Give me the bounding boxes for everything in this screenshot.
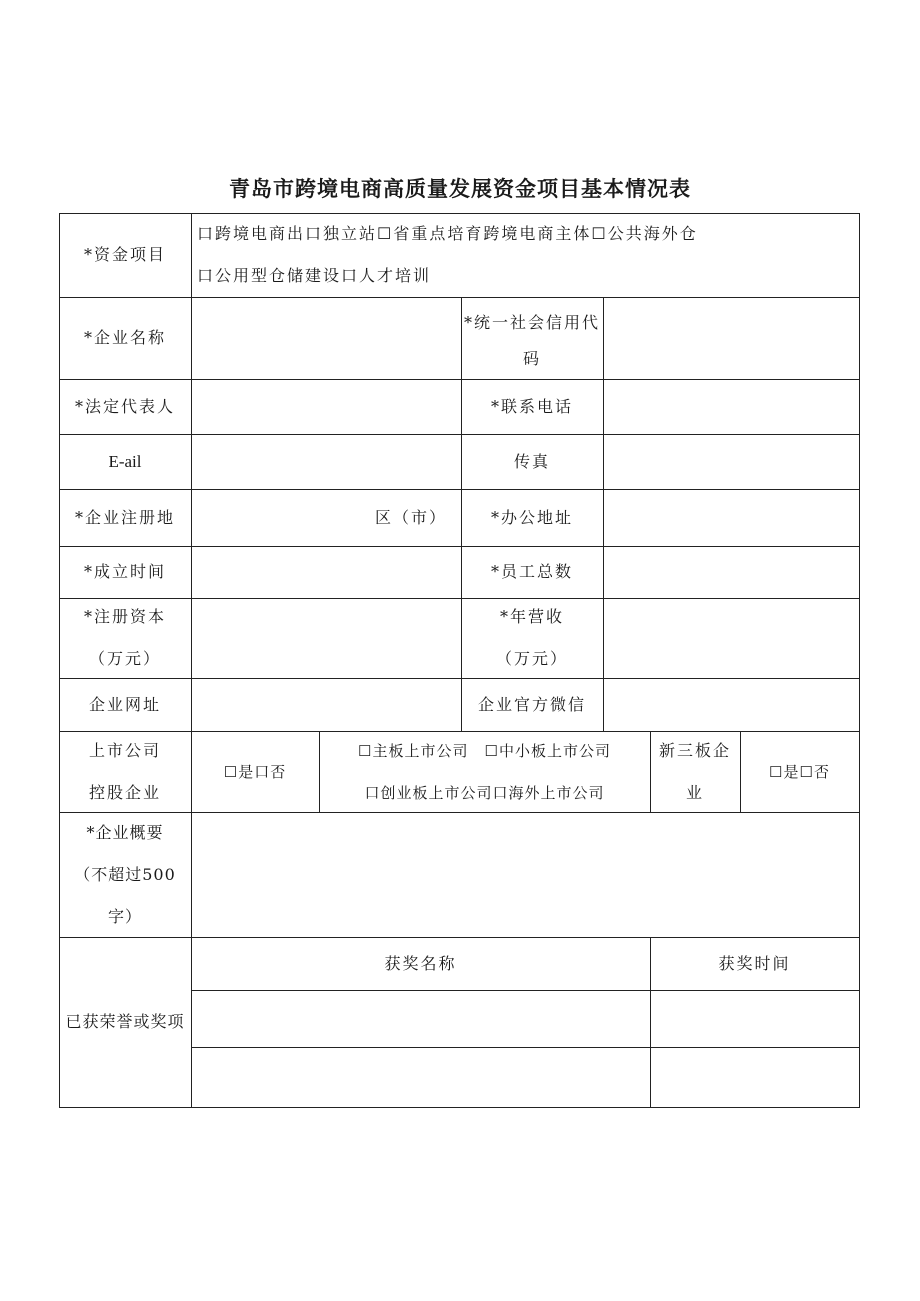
founded-label: *成立时间 <box>83 562 166 581</box>
overview-field[interactable] <box>192 813 859 937</box>
award-time-header: 获奖时间 <box>718 953 791 973</box>
credit-code-label: *统一社会信用代 码 <box>463 313 600 368</box>
wechat-label: 企业官方微信 <box>477 694 586 714</box>
reg-capital-field[interactable] <box>192 599 461 678</box>
award-time-field[interactable] <box>651 991 859 1047</box>
awards-label: 已获荣誉或奖项 <box>65 1012 185 1031</box>
revenue-field[interactable] <box>604 599 859 678</box>
email-label: E-ail <box>108 451 142 471</box>
email-field[interactable] <box>192 435 461 489</box>
fund-project-options-line1[interactable]: 口跨境电商出口独立站☐省重点培育跨境电商主体☐公共海外仓 <box>197 224 698 243</box>
overview-label: *企业概要 （不超过500 字） <box>74 822 176 926</box>
office-address-field[interactable] <box>604 490 859 546</box>
credit-code-field[interactable] <box>604 298 859 379</box>
fund-project-options[interactable] <box>191 213 859 297</box>
legal-rep-label: *法定代表人 <box>74 396 175 416</box>
award-name-header: 获奖名称 <box>384 953 457 973</box>
employees-label: *员工总数 <box>490 562 573 581</box>
legal-rep-field[interactable] <box>192 380 461 434</box>
neeq-yes-no[interactable]: ☐是☐否 <box>769 762 830 781</box>
website-label: 企业网址 <box>88 694 161 714</box>
district-suffix: 区（市） <box>374 508 447 527</box>
award-name-field[interactable] <box>192 1048 650 1107</box>
employees-field[interactable] <box>604 547 859 598</box>
office-address-label: *办公地址 <box>490 507 573 527</box>
reg-capital-label: *注册资本 （万元） <box>83 607 166 668</box>
fax-field[interactable] <box>604 435 859 489</box>
board-options-line2[interactable]: 口创业板上市公司口海外上市公司 <box>364 783 605 802</box>
revenue-label: *年营收 （万元） <box>495 607 568 668</box>
listed-yes-no[interactable]: ☐是口否 <box>223 762 287 781</box>
listed-label: 上市公司 控股企业 <box>88 740 161 802</box>
phone-label: *联系电话 <box>490 396 573 416</box>
company-name-field[interactable] <box>192 298 461 379</box>
fax-label: 传真 <box>513 451 550 471</box>
company-name-label: *企业名称 <box>83 328 166 347</box>
reg-place-label: *企业注册地 <box>74 507 175 527</box>
reg-place-field[interactable] <box>192 490 461 546</box>
fund-project-label: *资金项目 <box>83 245 166 264</box>
page-title: 青岛市跨境电商高质量发展资金项目基本情况表 <box>229 177 691 201</box>
listed-board-options[interactable] <box>319 731 650 812</box>
neeq-label: 新三板企 业 <box>658 740 731 802</box>
board-options-line1[interactable]: ☐主板上市公司 ☐中小板上市公司 <box>358 741 611 760</box>
award-name-field[interactable] <box>192 991 650 1047</box>
wechat-field[interactable] <box>604 679 859 731</box>
website-field[interactable] <box>192 679 461 731</box>
founded-field[interactable] <box>192 547 461 598</box>
phone-field[interactable] <box>604 380 859 434</box>
fund-project-options-line2[interactable]: 口公用型仓储建设口人才培训 <box>197 266 432 285</box>
award-time-field[interactable] <box>651 1048 859 1107</box>
